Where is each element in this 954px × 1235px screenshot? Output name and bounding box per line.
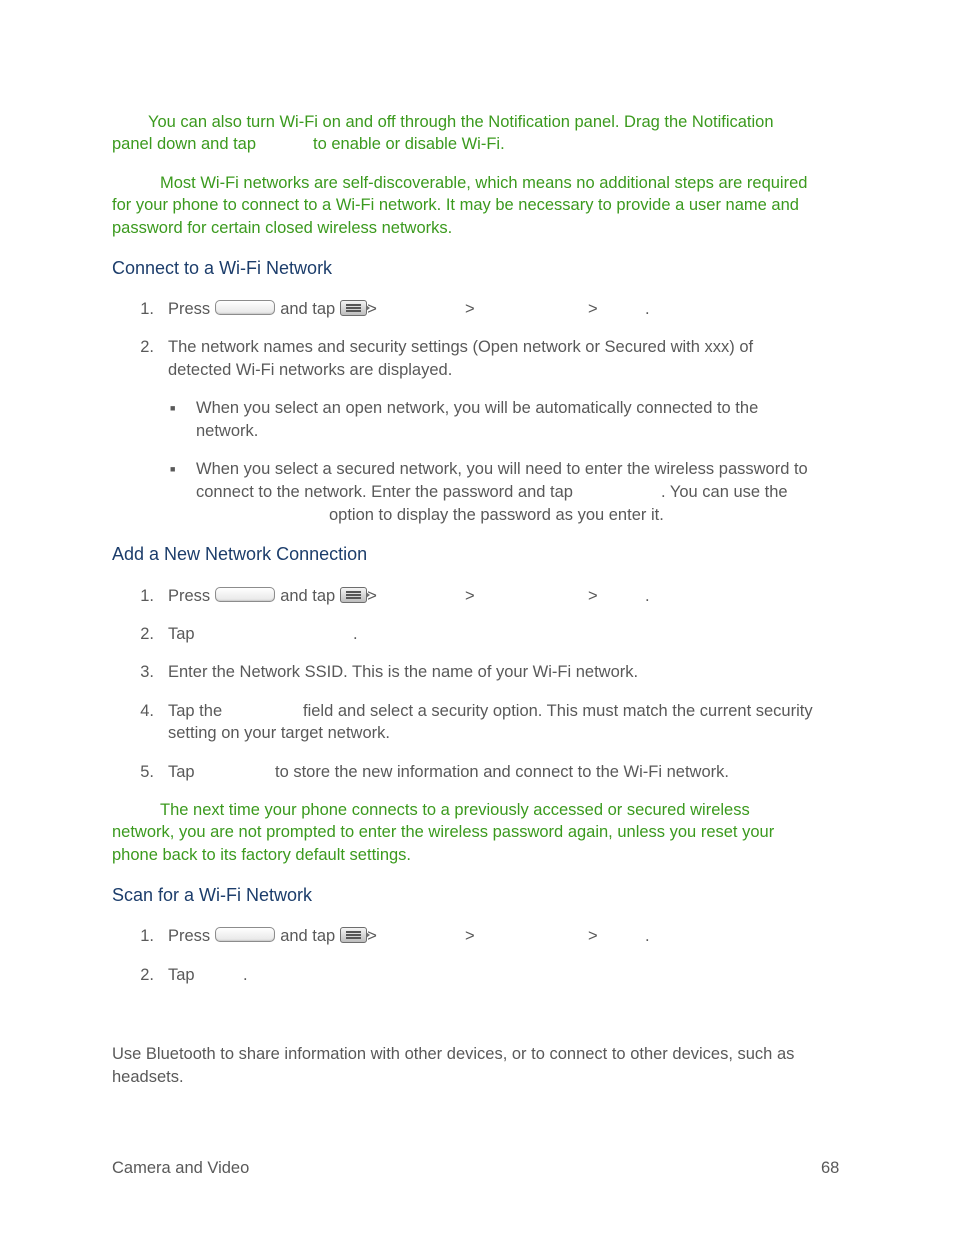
footer-section: Camera and Video: [112, 1159, 250, 1177]
bluetooth-line-2: headsets.: [112, 1068, 184, 1086]
tap-label: Tap: [168, 625, 195, 643]
bullet-text: . You can use the: [661, 483, 788, 501]
note-line-2: network, you are not prompted to enter the wireless password again, unless you reset your: [112, 823, 775, 841]
note-line-3: phone back to its factory default settings.: [112, 846, 412, 864]
step-number: 2.: [140, 625, 154, 643]
period: .: [645, 927, 650, 945]
period: .: [353, 625, 358, 643]
note-line-3: password for certain closed wireless networks.: [112, 219, 453, 237]
bullet-text: network.: [196, 422, 259, 440]
separator: >: [465, 587, 475, 605]
and-tap-label: and tap: [280, 587, 336, 605]
step-line: [168, 925, 377, 947]
press-label: Press: [168, 300, 211, 318]
and-tap-label: and tap: [280, 300, 336, 318]
step-number: 1.: [140, 300, 154, 318]
menu-key-icon: [340, 927, 367, 943]
home-key-icon: [215, 927, 275, 942]
tap-label: Tap: [168, 966, 195, 984]
separator: >: [588, 587, 598, 605]
step-number: 3.: [140, 663, 154, 681]
bullet-text: When you select an open network, you will be automatically connected to the: [196, 399, 759, 417]
press-label: Press: [168, 927, 211, 945]
and-tap-label: and tap: [280, 927, 336, 945]
step-text: setting on your target network.: [168, 724, 390, 742]
tip-line-2a: panel down and tap: [112, 135, 257, 153]
period: .: [243, 966, 248, 984]
press-label: Press: [168, 587, 211, 605]
step-line: [168, 585, 377, 607]
step-text: The network names and security settings (Open network or Secured with xxx) of: [168, 338, 754, 356]
step-line: [168, 298, 377, 320]
step-number: 2.: [140, 338, 154, 356]
step-number: 4.: [140, 702, 154, 720]
heading-scan: Scan for a Wi-Fi Network: [112, 885, 313, 905]
step-number: 2.: [140, 966, 154, 984]
bullet-text: connect to the network. Enter the password and tap: [196, 483, 573, 501]
footer-page-number: 68: [821, 1159, 840, 1177]
menu-key-icon: [340, 587, 367, 603]
note-line-1: The next time your phone connects to a previously accessed or secured wireless: [160, 801, 750, 819]
step-text: Tap the: [168, 702, 223, 720]
step-text: detected Wi-Fi networks are displayed.: [168, 361, 453, 379]
separator: >: [367, 927, 377, 945]
step-text: field and select a security option. This must match the current security: [303, 702, 813, 720]
step-text: to store the new information and connect to the Wi-Fi network.: [275, 763, 729, 781]
separator: >: [588, 300, 598, 318]
bullet-icon: ■: [170, 464, 176, 474]
tip-line-1: You can also turn Wi-Fi on and off through the Notification panel. Drag the Notification: [148, 113, 774, 131]
menu-key-icon: [340, 300, 367, 316]
tap-label: Tap: [168, 763, 195, 781]
heading-connect: Connect to a Wi-Fi Network: [112, 258, 333, 278]
period: .: [645, 300, 650, 318]
separator: >: [588, 927, 598, 945]
home-key-icon: [215, 300, 275, 315]
step-number: 5.: [140, 763, 154, 781]
separator: >: [465, 300, 475, 318]
bluetooth-line-1: Use Bluetooth to share information with other devices, or to connect to other devices, such as: [112, 1045, 795, 1063]
step-number: 1.: [140, 927, 154, 945]
heading-add: Add a New Network Connection: [112, 544, 368, 564]
step-text: Enter the Network SSID. This is the name of your Wi-Fi network.: [168, 663, 639, 681]
bullet-icon: ■: [170, 403, 176, 413]
home-key-icon: [215, 587, 275, 602]
note-line-1: Most Wi-Fi networks are self-discoverable, which means no additional steps are required: [160, 174, 808, 192]
step-number: 1.: [140, 587, 154, 605]
bullet-text: When you select a secured network, you will need to enter the wireless password to: [196, 460, 808, 478]
tip-line-2b: to enable or disable Wi-Fi.: [313, 135, 505, 153]
separator: >: [367, 300, 377, 318]
separator: >: [465, 927, 475, 945]
note-line-2: for your phone to connect to a Wi-Fi network. It may be necessary to provide a user name and: [112, 196, 799, 214]
separator: >: [367, 587, 377, 605]
bullet-text: option to display the password as you enter it.: [329, 506, 664, 524]
period: .: [645, 587, 650, 605]
